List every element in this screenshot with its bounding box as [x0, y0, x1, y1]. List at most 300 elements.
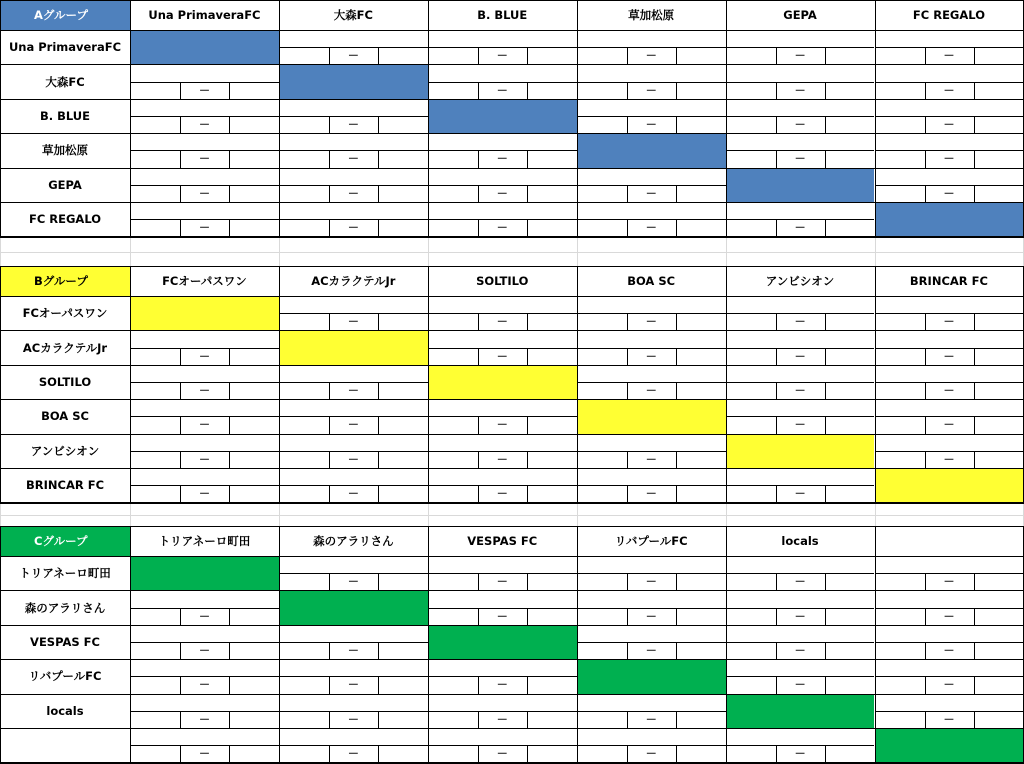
away-score-cell[interactable]: [230, 186, 278, 202]
home-score-cell[interactable]: [876, 643, 925, 659]
away-score-cell[interactable]: [230, 349, 278, 365]
border: [130, 0, 131, 236]
score-separator: －: [645, 747, 657, 761]
diagonal-cell: [130, 296, 279, 330]
away-score-cell[interactable]: [975, 574, 1023, 590]
score-separator: －: [199, 152, 210, 166]
diagonal-cell: [577, 659, 726, 693]
gridline: [0, 515, 1024, 516]
score-separator: －: [645, 575, 657, 589]
away-score-cell[interactable]: [230, 383, 278, 399]
border: [0, 468, 1024, 469]
away-score-cell[interactable]: [975, 314, 1023, 330]
away-score-cell[interactable]: [379, 643, 427, 659]
home-score-cell[interactable]: [131, 349, 180, 365]
away-score-cell[interactable]: [826, 48, 874, 64]
column-header: トリアネーロ町田: [158, 534, 251, 548]
row-team-name: GEPA: [48, 177, 82, 192]
score-separator: －: [794, 118, 806, 131]
home-score-cell[interactable]: [727, 48, 776, 64]
home-score-cell[interactable]: [429, 151, 478, 167]
score-separator: －: [347, 152, 359, 166]
border: [0, 0, 1024, 1]
away-score-cell[interactable]: [379, 574, 427, 590]
column-header: SOLTILO: [476, 274, 529, 288]
border: [0, 266, 1, 502]
gridline: [130, 238, 131, 266]
score-separator: －: [199, 712, 210, 726]
border: [577, 266, 578, 502]
home-score-cell[interactable]: [429, 83, 478, 99]
home-score-cell[interactable]: [727, 349, 776, 365]
border: [130, 266, 131, 502]
score-separator: －: [794, 349, 806, 363]
away-score-cell[interactable]: [826, 417, 874, 433]
score-separator: －: [645, 186, 657, 200]
gridline: [428, 503, 429, 526]
border: [0, 202, 1024, 203]
score-separator: －: [943, 644, 955, 657]
away-score-cell[interactable]: [677, 609, 725, 625]
home-score-cell[interactable]: [727, 643, 776, 659]
home-score-cell[interactable]: [578, 314, 627, 330]
home-score-cell[interactable]: [578, 220, 627, 236]
away-score-cell[interactable]: [975, 452, 1023, 468]
score-separator: －: [496, 186, 508, 200]
score-separator: －: [645, 221, 657, 235]
column-header: VESPAS FC: [467, 534, 538, 548]
diagonal-cell: [279, 330, 428, 364]
away-score-cell[interactable]: [826, 349, 874, 365]
score-separator: －: [794, 83, 806, 97]
away-score-cell[interactable]: [677, 314, 725, 330]
row-team-name: ACカラクテルJr: [22, 340, 108, 355]
column-header: 大森FC: [333, 8, 373, 22]
home-score-cell[interactable]: [131, 712, 180, 728]
score-separator: －: [794, 747, 806, 761]
away-score-cell[interactable]: [826, 117, 874, 133]
home-score-cell[interactable]: [280, 417, 329, 433]
diagonal-cell: [875, 202, 1024, 236]
away-score-cell[interactable]: [975, 151, 1023, 167]
home-score-cell[interactable]: [429, 574, 478, 590]
away-score-cell[interactable]: [677, 83, 725, 99]
score-separator: －: [496, 315, 508, 329]
score-separator: －: [794, 152, 806, 166]
border: [279, 526, 280, 762]
away-score-cell[interactable]: [230, 117, 278, 133]
row-team-name: 草加松原: [42, 143, 88, 158]
away-score-cell[interactable]: [975, 677, 1023, 693]
gridline: [130, 503, 131, 526]
home-score-cell[interactable]: [280, 486, 329, 502]
home-score-cell[interactable]: [876, 151, 925, 167]
row-team-name: FC REGALO: [28, 212, 102, 227]
home-score-cell[interactable]: [876, 574, 925, 590]
away-score-cell[interactable]: [826, 314, 874, 330]
home-score-cell[interactable]: [429, 417, 478, 433]
row-team-name: BRINCAR FC: [25, 478, 105, 493]
score-separator: －: [199, 678, 210, 692]
column-header: BOA SC: [627, 274, 676, 288]
away-score-cell[interactable]: [826, 609, 874, 625]
home-score-cell[interactable]: [131, 643, 180, 659]
away-score-cell[interactable]: [677, 349, 725, 365]
column-header: ACカラクテルJr: [311, 274, 396, 288]
score-separator: －: [645, 609, 657, 623]
home-score-cell[interactable]: [727, 609, 776, 625]
border: [0, 526, 1, 762]
column-header: [875, 526, 1024, 556]
away-score-cell[interactable]: [975, 186, 1023, 202]
home-score-cell[interactable]: [727, 220, 776, 236]
away-score-cell[interactable]: [528, 677, 576, 693]
score-separator: －: [199, 186, 210, 200]
away-score-cell[interactable]: [826, 574, 874, 590]
home-score-cell[interactable]: [429, 186, 478, 202]
away-score-cell[interactable]: [379, 220, 427, 236]
score-separator: －: [943, 152, 955, 166]
away-score-cell[interactable]: [379, 452, 427, 468]
diagonal-cell: [130, 556, 279, 590]
away-score-cell[interactable]: [677, 486, 725, 502]
home-score-cell[interactable]: [578, 712, 627, 728]
home-score-cell[interactable]: [876, 712, 925, 728]
home-score-cell[interactable]: [280, 220, 329, 236]
group-title: Aグループ: [0, 0, 130, 30]
home-score-cell[interactable]: [578, 186, 627, 202]
home-score-cell[interactable]: [876, 48, 925, 64]
away-score-cell[interactable]: [379, 417, 427, 433]
border: [428, 0, 429, 236]
away-score-cell[interactable]: [379, 314, 427, 330]
away-score-cell[interactable]: [677, 712, 725, 728]
home-score-cell[interactable]: [131, 677, 180, 693]
home-score-cell[interactable]: [429, 609, 478, 625]
home-score-cell[interactable]: [280, 712, 329, 728]
home-score-cell[interactable]: [727, 486, 776, 502]
gridline: [875, 503, 876, 526]
score-separator: －: [943, 418, 955, 432]
column-header: アンビシオン: [765, 274, 835, 288]
home-score-cell[interactable]: [876, 186, 925, 202]
away-score-cell[interactable]: [379, 712, 427, 728]
home-score-cell[interactable]: [876, 349, 925, 365]
row-team-name: リバプールFC: [28, 669, 102, 684]
border: [0, 625, 1024, 626]
away-score-cell[interactable]: [528, 609, 576, 625]
away-score-cell[interactable]: [528, 712, 576, 728]
diagonal-cell: [428, 365, 577, 399]
border: [0, 99, 1024, 100]
column-header: GEPA: [783, 8, 817, 22]
border: [577, 0, 578, 236]
border: [0, 365, 1024, 366]
home-score-cell[interactable]: [280, 117, 329, 133]
away-score-cell[interactable]: [528, 574, 576, 590]
home-score-cell[interactable]: [578, 609, 627, 625]
away-score-cell[interactable]: [975, 83, 1023, 99]
score-separator: －: [645, 83, 657, 97]
score-separator: －: [943, 452, 955, 466]
score-separator: －: [943, 678, 955, 692]
score-separator: －: [347, 118, 359, 131]
away-score-cell[interactable]: [528, 48, 576, 64]
home-score-cell[interactable]: [727, 83, 776, 99]
score-separator: －: [496, 747, 508, 761]
home-score-cell[interactable]: [727, 677, 776, 693]
away-score-cell[interactable]: [230, 83, 278, 99]
away-score-cell[interactable]: [379, 677, 427, 693]
score-separator: －: [347, 452, 359, 466]
away-score-cell[interactable]: [975, 609, 1023, 625]
border: [0, 168, 1024, 169]
home-score-cell[interactable]: [131, 117, 180, 133]
border: [0, 728, 1024, 729]
diagonal-cell: [130, 30, 279, 64]
border: [0, 266, 1024, 267]
home-score-cell[interactable]: [131, 609, 180, 625]
home-score-cell[interactable]: [131, 452, 180, 468]
away-score-cell[interactable]: [826, 486, 874, 502]
score-separator: －: [794, 644, 806, 657]
away-score-cell[interactable]: [379, 117, 427, 133]
home-score-cell[interactable]: [131, 486, 180, 502]
score-separator: －: [794, 418, 806, 432]
away-score-cell[interactable]: [677, 48, 725, 64]
away-score-cell[interactable]: [528, 452, 576, 468]
score-separator: －: [199, 609, 210, 623]
border: [875, 0, 876, 236]
home-score-cell[interactable]: [280, 314, 329, 330]
score-separator: －: [645, 349, 657, 363]
away-score-cell[interactable]: [826, 643, 874, 659]
home-score-cell[interactable]: [280, 643, 329, 659]
home-score-cell[interactable]: [578, 574, 627, 590]
away-score-cell[interactable]: [975, 417, 1023, 433]
home-score-cell[interactable]: [727, 383, 776, 399]
home-score-cell[interactable]: [876, 677, 925, 693]
score-separator: －: [645, 384, 657, 397]
diagonal-cell: [726, 434, 875, 468]
score-separator: －: [199, 83, 210, 97]
home-score-cell[interactable]: [578, 643, 627, 659]
score-separator: －: [645, 49, 657, 63]
away-score-cell[interactable]: [230, 486, 278, 502]
score-separator: －: [943, 712, 955, 726]
row-team-name: FCオーパスワン: [22, 306, 108, 321]
away-score-cell[interactable]: [230, 151, 278, 167]
column-header: 草加松原: [628, 8, 675, 22]
diagonal-cell: [577, 399, 726, 433]
away-score-cell[interactable]: [975, 383, 1023, 399]
home-score-cell[interactable]: [280, 574, 329, 590]
home-score-cell[interactable]: [131, 417, 180, 433]
home-score-cell[interactable]: [876, 383, 925, 399]
border: [726, 0, 727, 236]
border: [726, 526, 727, 762]
score-separator: －: [496, 609, 508, 623]
score-separator: －: [496, 49, 508, 63]
home-score-cell[interactable]: [280, 677, 329, 693]
away-score-cell[interactable]: [677, 383, 725, 399]
border: [875, 526, 876, 762]
home-score-cell[interactable]: [578, 48, 627, 64]
away-score-cell[interactable]: [230, 452, 278, 468]
row-team-name: [0, 728, 130, 762]
row-team-name: Una PrimaveraFC: [8, 40, 122, 55]
border: [130, 526, 131, 762]
score-separator: －: [496, 349, 508, 363]
score-separator: －: [943, 49, 955, 63]
home-score-cell[interactable]: [578, 349, 627, 365]
away-score-cell[interactable]: [975, 712, 1023, 728]
home-score-cell[interactable]: [578, 383, 627, 399]
away-score-cell[interactable]: [826, 677, 874, 693]
away-score-cell[interactable]: [677, 643, 725, 659]
home-score-cell[interactable]: [131, 186, 180, 202]
away-score-cell[interactable]: [379, 486, 427, 502]
score-separator: －: [496, 221, 508, 235]
score-separator: －: [347, 747, 359, 761]
away-score-cell[interactable]: [528, 83, 576, 99]
score-separator: －: [943, 186, 955, 200]
border: [428, 266, 429, 502]
home-score-cell[interactable]: [876, 314, 925, 330]
away-score-cell[interactable]: [677, 574, 725, 590]
away-score-cell[interactable]: [677, 186, 725, 202]
away-score-cell[interactable]: [528, 486, 576, 502]
home-score-cell[interactable]: [429, 349, 478, 365]
home-score-cell[interactable]: [876, 609, 925, 625]
away-score-cell[interactable]: [677, 220, 725, 236]
border: [0, 526, 1024, 527]
away-score-cell[interactable]: [528, 186, 576, 202]
home-score-cell[interactable]: [429, 220, 478, 236]
away-score-cell[interactable]: [230, 643, 278, 659]
gridline: [279, 238, 280, 266]
diagonal-cell: [279, 64, 428, 98]
column-header: リバプールFC: [614, 534, 688, 548]
home-score-cell[interactable]: [280, 48, 329, 64]
home-score-cell[interactable]: [727, 417, 776, 433]
home-score-cell[interactable]: [727, 117, 776, 133]
away-score-cell[interactable]: [379, 48, 427, 64]
home-score-cell[interactable]: [876, 417, 925, 433]
away-score-cell[interactable]: [975, 48, 1023, 64]
away-score-cell[interactable]: [528, 314, 576, 330]
home-score-cell[interactable]: [578, 117, 627, 133]
score-separator: －: [496, 712, 508, 726]
away-score-cell[interactable]: [230, 417, 278, 433]
away-score-cell[interactable]: [826, 151, 874, 167]
score-separator: －: [496, 452, 508, 466]
border: [0, 0, 1, 236]
away-score-cell[interactable]: [826, 220, 874, 236]
column-header: 森のアラリさん: [313, 534, 394, 548]
home-score-cell[interactable]: [578, 452, 627, 468]
row-team-name: B. BLUE: [39, 108, 90, 123]
score-separator: －: [794, 609, 806, 623]
score-separator: －: [347, 487, 359, 501]
border: [577, 526, 578, 762]
home-score-cell[interactable]: [280, 151, 329, 167]
away-score-cell[interactable]: [975, 349, 1023, 365]
home-score-cell[interactable]: [131, 220, 180, 236]
away-score-cell[interactable]: [826, 383, 874, 399]
gridline: [0, 252, 1024, 253]
home-score-cell[interactable]: [876, 452, 925, 468]
home-score-cell[interactable]: [429, 452, 478, 468]
score-separator: －: [496, 83, 508, 97]
home-score-cell[interactable]: [280, 383, 329, 399]
home-score-cell[interactable]: [429, 314, 478, 330]
home-score-cell[interactable]: [131, 83, 180, 99]
row-team-name: トリアネーロ町田: [19, 566, 111, 581]
border: [0, 64, 1024, 65]
away-score-cell[interactable]: [230, 609, 278, 625]
away-score-cell[interactable]: [528, 417, 576, 433]
home-score-cell[interactable]: [429, 486, 478, 502]
away-score-cell[interactable]: [528, 349, 576, 365]
home-score-cell[interactable]: [280, 452, 329, 468]
gridline: [428, 238, 429, 266]
row-team-name: 大森FC: [45, 74, 85, 89]
gridline: [726, 238, 727, 266]
away-score-cell[interactable]: [826, 83, 874, 99]
home-score-cell[interactable]: [131, 383, 180, 399]
diagonal-cell: [577, 133, 726, 167]
home-score-cell[interactable]: [429, 677, 478, 693]
home-score-cell[interactable]: [578, 83, 627, 99]
score-separator: －: [645, 452, 657, 466]
away-score-cell[interactable]: [975, 117, 1023, 133]
home-score-cell[interactable]: [876, 117, 925, 133]
home-score-cell[interactable]: [131, 151, 180, 167]
home-score-cell[interactable]: [429, 48, 478, 64]
away-score-cell[interactable]: [528, 151, 576, 167]
home-score-cell[interactable]: [578, 486, 627, 502]
score-separator: －: [794, 221, 806, 235]
border: [428, 526, 429, 762]
gridline: [577, 503, 578, 526]
away-score-cell[interactable]: [528, 220, 576, 236]
score-separator: －: [943, 609, 955, 623]
away-score-cell[interactable]: [677, 452, 725, 468]
home-score-cell[interactable]: [429, 712, 478, 728]
score-separator: －: [199, 418, 210, 432]
score-separator: －: [199, 384, 210, 397]
home-score-cell[interactable]: [876, 83, 925, 99]
away-score-cell[interactable]: [379, 383, 427, 399]
home-score-cell[interactable]: [727, 314, 776, 330]
away-score-cell[interactable]: [230, 220, 278, 236]
away-score-cell[interactable]: [379, 151, 427, 167]
home-score-cell[interactable]: [727, 574, 776, 590]
away-score-cell[interactable]: [379, 186, 427, 202]
score-separator: －: [645, 118, 657, 131]
home-score-cell[interactable]: [727, 151, 776, 167]
away-score-cell[interactable]: [230, 677, 278, 693]
away-score-cell[interactable]: [230, 712, 278, 728]
diagonal-cell: [726, 168, 875, 202]
border: [0, 296, 1024, 297]
score-separator: －: [199, 118, 210, 131]
score-separator: －: [943, 315, 955, 329]
home-score-cell[interactable]: [280, 186, 329, 202]
away-score-cell[interactable]: [975, 643, 1023, 659]
away-score-cell[interactable]: [677, 117, 725, 133]
